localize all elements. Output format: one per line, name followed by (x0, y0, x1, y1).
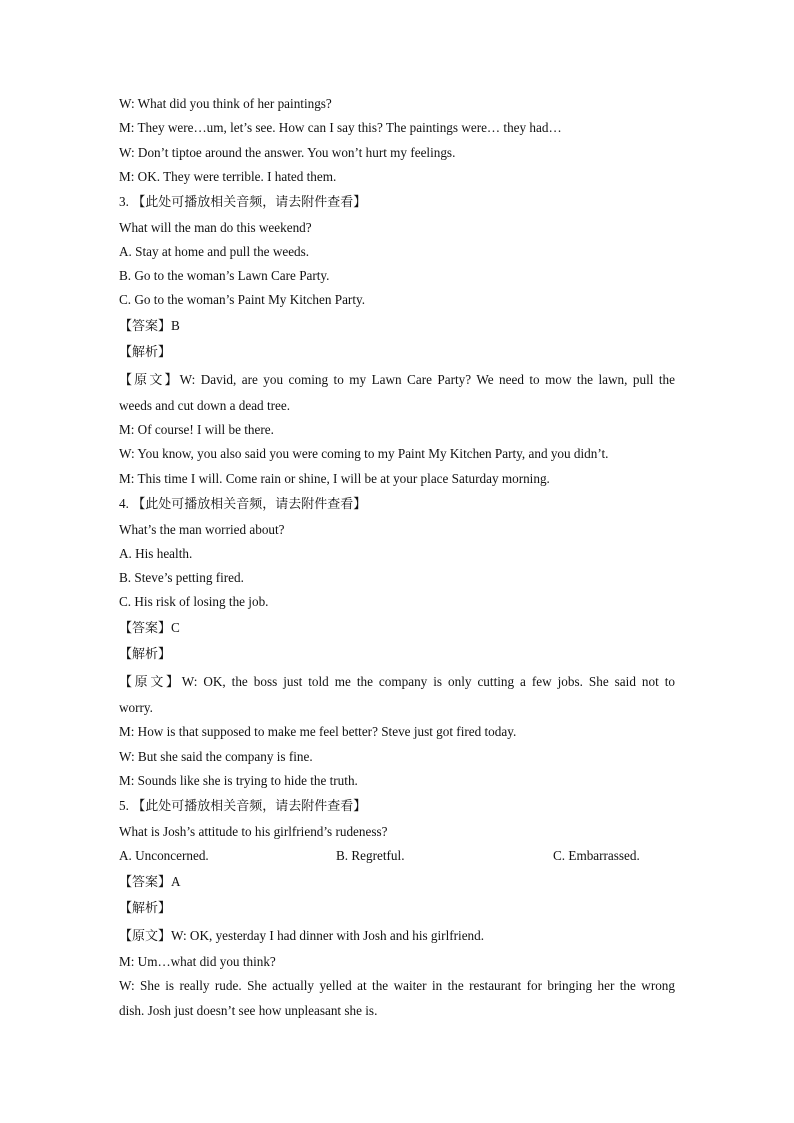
transcript-line: W: But she said the company is fine. (119, 749, 313, 764)
transcript-text: W: OK, the boss just told me the company is only cutting a few jobs. She said not to (181, 674, 675, 689)
question-3-header (119, 195, 366, 209)
transcript-text: W: OK, yesterday I had dinner with Josh and his girlfriend. (171, 928, 485, 943)
transcript-first-line (119, 373, 675, 387)
analysis-label: 【解析】 (119, 647, 172, 662)
transcript-line: dish. Josh just doesn’t see how unpleasant she is. (119, 1003, 378, 1018)
transcript-label: 【原文】 (119, 373, 180, 388)
answer-line (119, 621, 180, 635)
transcript-line: M: Um…what did you think? (119, 954, 276, 969)
answer-value: B (171, 318, 180, 333)
question-text: What is Josh’s attitude to his girlfriend’s rudeness? (119, 824, 388, 839)
analysis-label: 【解析】 (119, 901, 172, 916)
question-4-header (119, 497, 366, 511)
transcript-line: M: This time I will. Come rain or shine, I will be at your place Saturday morning. (119, 471, 550, 486)
transcript-line: worry. (119, 700, 153, 715)
transcript-line: W: She is really rude. She actually yelled at the waiter in the restaurant for bringing her the wrong (119, 978, 675, 993)
transcript-line: weeds and cut down a dead tree. (119, 398, 290, 413)
option-c: C. Embarrassed. (553, 848, 640, 863)
question-text: What will the man do this weekend? (119, 220, 312, 235)
transcript-line: W: You know, you also said you were coming to my Paint My Kitchen Party, and you didn’t. (119, 446, 609, 461)
dialogue-line: M: OK. They were terrible. I hated them. (119, 169, 337, 184)
option-a: A. Unconcerned. (119, 848, 209, 863)
transcript-label: 【原文】 (119, 675, 182, 690)
answer-value: A (171, 874, 181, 889)
analysis-label: 【解析】 (119, 345, 172, 360)
answer-label: 【答案】 (119, 319, 172, 334)
transcript-first-line (119, 929, 484, 943)
answer-line (119, 319, 180, 333)
dialogue-line: W: Don’t tiptoe around the answer. You won’t hurt my feelings. (119, 145, 456, 160)
option-b: B. Regretful. (336, 848, 405, 863)
question-number: 3. (119, 194, 129, 209)
option-a: A. Stay at home and pull the weeds. (119, 244, 310, 259)
transcript-line: M: Sounds like she is trying to hide the truth. (119, 773, 358, 788)
question-number: 4. (119, 496, 129, 511)
answer-value: C (171, 620, 180, 635)
question-number: 5. (119, 798, 129, 813)
transcript-line: M: How is that supposed to make me feel better? Steve just got fired today. (119, 724, 517, 739)
option-a: A. His health. (119, 546, 193, 561)
answer-line (119, 875, 181, 889)
transcript-label: 【原文】 (119, 929, 172, 944)
answer-label: 【答案】 (119, 621, 172, 636)
option-c: C. Go to the woman’s Paint My Kitchen Party. (119, 292, 366, 307)
dialogue-line: M: They were…um, let’s see. How can I say this? The paintings were… they had… (119, 120, 562, 135)
transcript-text: W: David, are you coming to my Lawn Care Party? We need to mow the lawn, pull the (179, 372, 675, 387)
audio-note: 【此处可播放相关音频，请去附件查看】 (132, 497, 367, 512)
option-b: B. Steve’s petting fired. (119, 570, 244, 585)
dialogue-line: W: What did you think of her paintings? (119, 96, 332, 111)
option-b: B. Go to the woman’s Lawn Care Party. (119, 268, 330, 283)
answer-label: 【答案】 (119, 875, 172, 890)
question-text: What’s the man worried about? (119, 522, 285, 537)
question-5-header (119, 799, 366, 813)
audio-note: 【此处可播放相关音频，请去附件查看】 (132, 799, 367, 814)
audio-note: 【此处可播放相关音频，请去附件查看】 (132, 195, 367, 210)
transcript-line: M: Of course! I will be there. (119, 422, 274, 437)
transcript-first-line (119, 675, 675, 689)
option-c: C. His risk of losing the job. (119, 594, 269, 609)
